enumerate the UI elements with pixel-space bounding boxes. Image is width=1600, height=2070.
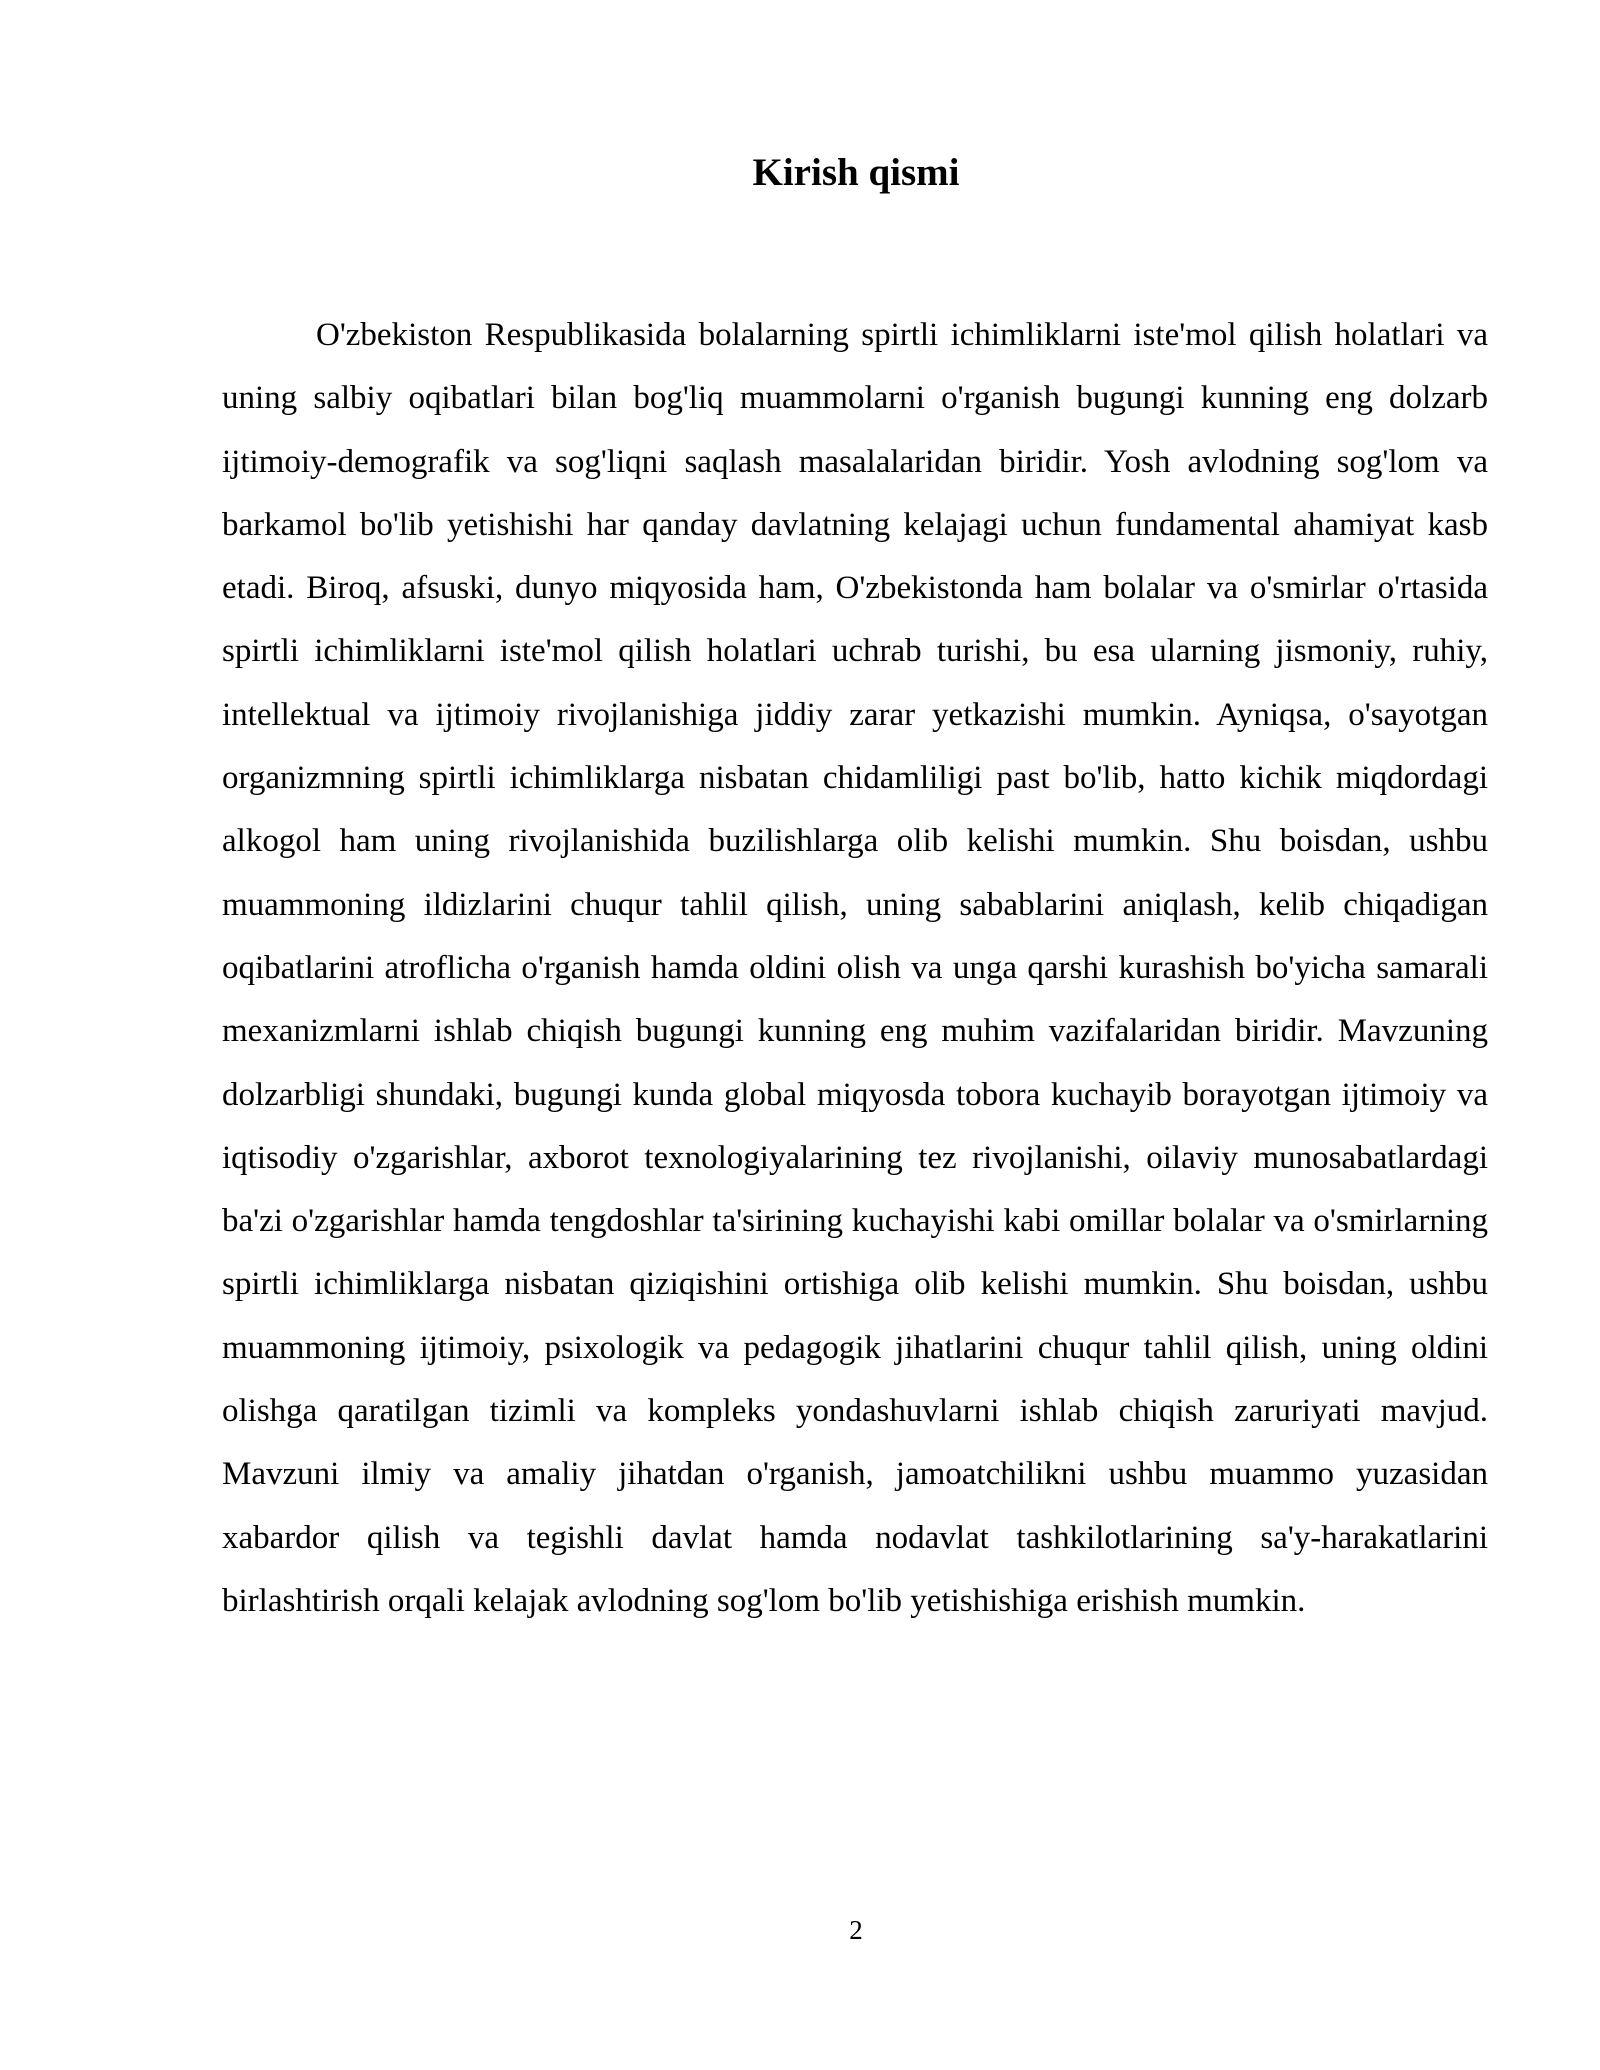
page-title: Kirish qismi <box>752 151 960 194</box>
page-number: 2 <box>849 1915 863 1945</box>
body-paragraph: O'zbekiston Respublikasida bolalarning spirtli ichimliklarni iste'mol qilish holatlari va uning salbiy oqibatlari bilan bog'liq muammolarni o'rganish bugungi kunning eng dolzarb ijtimoiy-demografik va sog'liqni saqlash masalalaridan biridir. Yosh avlodning sog'lom va barkamol bo'lib yetishishi har qanday davlatning kelajagi uchun fundamental ahamiyat kasb etadi. Biroq, afsuski, dunyo miqyosida ham, O'zbekistonda ham bolalar va o'smirlar o'rtasida spirtli ichimliklarni iste'mol qilish holatlari uchrab turishi, bu esa ularning jismoniy, ruhiy, intellektual va ijtimoiy rivojlanishiga jiddiy zarar yetkazishi mumkin. Ayniqsa, o'sayotgan organizmning spirtli ichimliklarga nisbatan chidamliligi past bo'lib, hatto kichik miqdordagi alkogol ham uning rivojlanishida buzilishlarga olib kelishi mumkin. Shu boisdan, ushbu muammoning ildizlarini chuqur tahlil qilish, uning sabablarini aniqlash, kelib chiqadigan oqibatlarini atroflicha o'rganish hamda oldini olish va unga qarshi kurashish bo'yicha samarali mexanizmlarni ishlab chiqish bugungi kunning eng muhim vazifalaridan biridir. Mavzuning dolzarbligi shundaki, bugungi kunda global miqyosda tobora kuchayib borayotgan ijtimoiy va iqtisodiy o'zgarishlar, axborot texnologiyalarining tez rivojlanishi, oilaviy munosabatlardagi ba'zi o'zgarishlar hamda tengdoshlar ta'sirining kuchayishi kabi omillar bolalar va o'smirlarning spirtli ichimliklarga nisbatan qiziqishini ortishiga olib kelishi mumkin. Shu boisdan, ushbu muammoning ijtimoiy, psixologik va pedagogik jihatlarini chuqur tahlil qilish, uning oldini olishga qaratilgan tizimli va kompleks yondashuvlarni ishlab chiqish zaruriyati mavjud. Mavzuni ilmiy va amaliy jihatdan o'rganish, jamoatchilikni ushbu muammo yuzasidan xabardor qilish va tegishli davlat hamda nodavlat tashkilotlarining sa'y-harakatlarini birlashtirish orqali kelajak avlodning sog'lom bo'lib yetishishiga erishish mumkin. <box>222 317 1488 1619</box>
